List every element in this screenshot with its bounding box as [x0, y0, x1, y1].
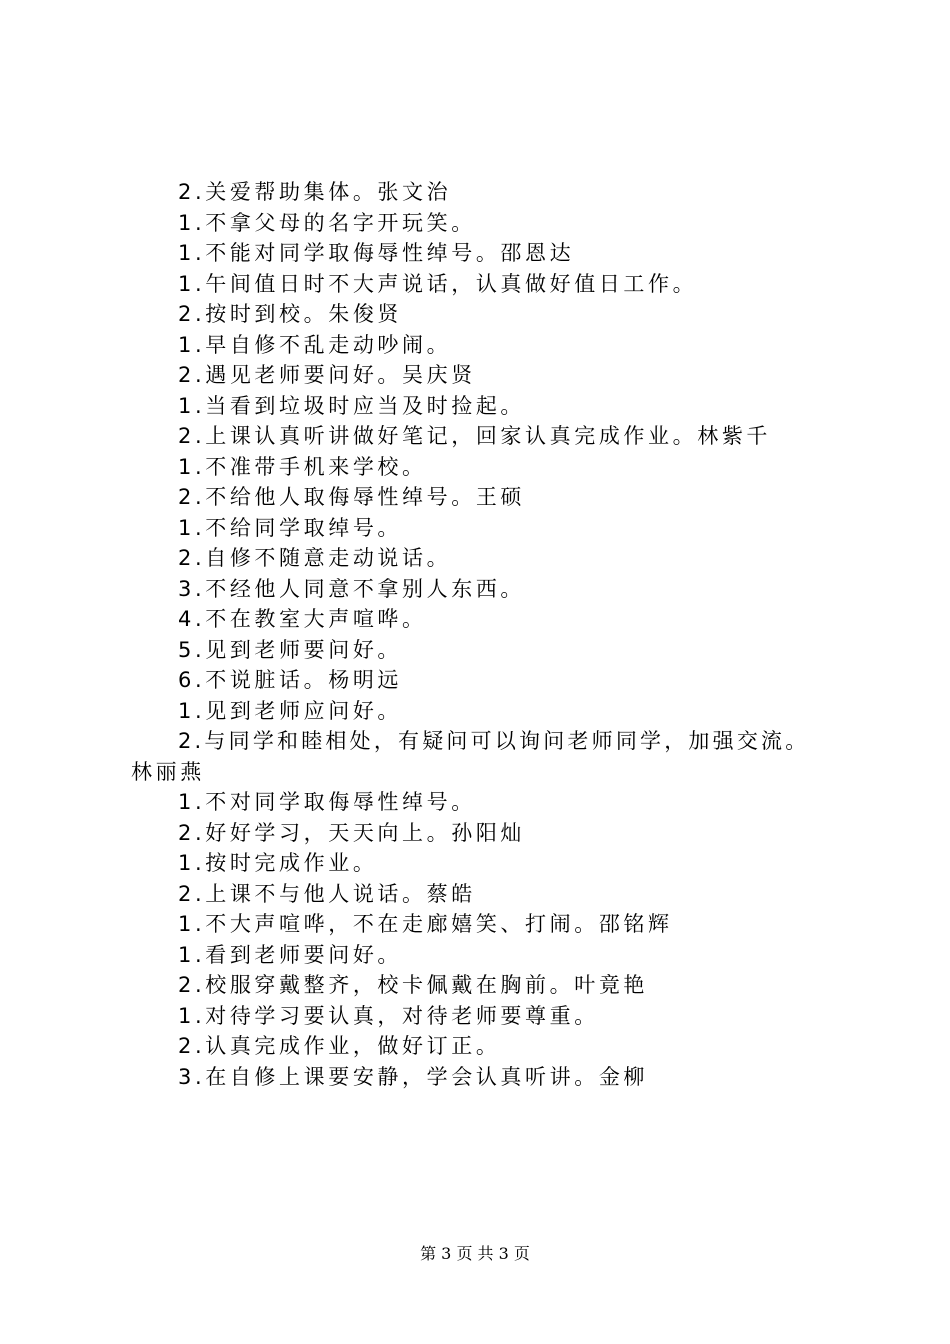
text-line: 6.不说脏话。杨明远 — [178, 668, 403, 692]
text-line: 3.不经他人同意不拿别人东西。 — [178, 576, 526, 601]
text-line: 1.不准带手机来学校。 — [178, 454, 427, 479]
text-line: 1.不给同学取绰号。 — [178, 515, 403, 540]
text-line: 4.不在教室大声喧哗。 — [178, 607, 427, 631]
text-line: 2.上课不与他人说话。蔡皓 — [178, 881, 476, 906]
text-line: 1.不大声喧哗，不在走廊嬉笑、打闹。邵铭辉 — [178, 912, 673, 936]
text-line: 1.当看到垃圾时应当及时捡起。 — [178, 393, 526, 418]
page-number-footer: 第 3 页 共 3 页 — [420, 1244, 530, 1263]
text-line: 1.对待学习要认真，对待老师要尊重。 — [178, 1003, 599, 1028]
text-line: 1.按时完成作业。 — [178, 851, 378, 875]
text-line: 2.认真完成作业，做好订正。 — [178, 1034, 501, 1058]
text-line: 1.看到老师要问好。 — [178, 942, 403, 967]
text-line: 1.不拿父母的名字开玩笑。 — [178, 210, 476, 235]
text-line: 2.自修不随意走动说话。 — [178, 546, 452, 570]
document-body — [0, 177, 950, 1092]
text-line: 2.关爱帮助集体。张文治 — [178, 180, 452, 204]
text-line: 2.按时到校。朱俊贤 — [178, 302, 403, 326]
text-line: 1.见到老师应问好。 — [178, 698, 403, 723]
text-line: 1.午间值日时不大声说话，认真做好值日工作。 — [178, 271, 698, 296]
text-line: 2.好好学习，天天向上。孙阳灿 — [178, 820, 526, 845]
text-line: 2.上课认真听讲做好笔记，回家认真完成作业。林紫千 — [178, 424, 772, 448]
text-line: 2.校服穿戴整齐，校卡佩戴在胸前。叶竟艳 — [178, 973, 649, 997]
text-line: 2.遇见老师要问好。吴庆贤 — [178, 363, 476, 387]
text-line: 2.与同学和睦相处，有疑问可以询问老师同学，加强交流。 — [178, 729, 810, 753]
text-line: 1.不对同学取侮辱性绰号。 — [178, 790, 476, 814]
text-line-continuation: 林丽燕 — [131, 759, 205, 784]
text-line: 1.不能对同学取侮辱性绰号。邵恩达 — [178, 241, 575, 265]
text-line: 2.不给他人取侮辱性绰号。王硕 — [178, 485, 526, 509]
text-line: 1.早自修不乱走动吵闹。 — [178, 332, 452, 357]
text-line: 5.见到老师要问好。 — [178, 637, 403, 662]
text-line: 3.在自修上课要安静，学会认真听讲。金柳 — [178, 1064, 649, 1089]
